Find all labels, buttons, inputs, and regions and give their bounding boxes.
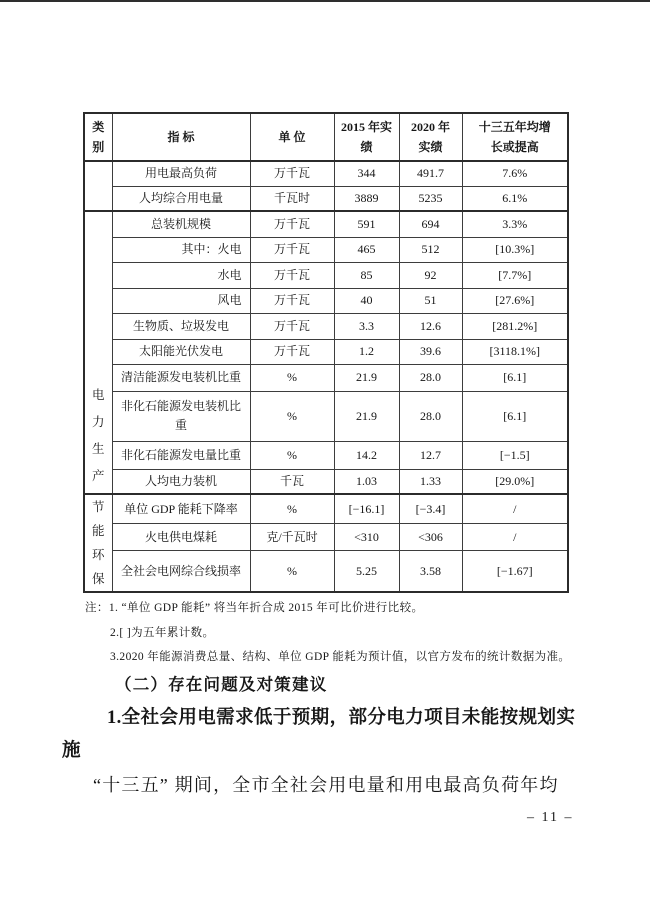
table-row — [84, 550, 568, 592]
value-2020-cell: 5235 — [399, 186, 462, 211]
notes-prefix: 注： — [85, 602, 109, 614]
table-notes — [85, 596, 575, 670]
table-row — [84, 364, 568, 391]
table-row — [84, 161, 568, 186]
value-2020-cell: 3.58 — [399, 550, 462, 592]
section-heading: （二）存在问题及对策建议 — [115, 675, 328, 694]
table-row — [84, 237, 568, 262]
unit-cell: 千瓦时 — [250, 186, 334, 211]
table-row — [84, 262, 568, 288]
category-cell — [84, 161, 112, 211]
indicator-cell: 总装机规模 — [112, 211, 250, 237]
value-2020-cell: <306 — [399, 524, 462, 551]
value-2015-cell: 1.03 — [334, 469, 399, 494]
value-2015-cell: 14.2 — [334, 441, 399, 469]
note-line: 2.[ ]为五年累计数。 — [110, 626, 215, 639]
value-2015-cell: 1.2 — [334, 339, 399, 364]
unit-cell: 克/千瓦时 — [250, 524, 334, 551]
value-2015-cell: 85 — [334, 262, 399, 288]
table-row — [84, 441, 568, 469]
note-line: 3.2020 年能源消费总量、结构、单位 GDP 能耗为预计值，以官方发布的统计数据为准。 — [110, 651, 571, 663]
category-label: 节能环保 — [91, 500, 105, 586]
unit-cell: 万千瓦 — [250, 211, 334, 237]
unit-cell: 万千瓦 — [250, 313, 334, 339]
col-header-indicator: 指 标 — [112, 113, 250, 161]
value-2015-cell: 591 — [334, 211, 399, 237]
value-2015-cell: 5.25 — [334, 550, 399, 592]
table-row — [84, 313, 568, 339]
indicator-cell: 非化石能源发电量比重 — [112, 441, 250, 469]
unit-cell: 万千瓦 — [250, 161, 334, 186]
note-line — [85, 596, 575, 621]
change-cell: / — [462, 524, 568, 551]
change-cell: 3.3% — [462, 211, 568, 237]
value-2020-cell: 92 — [399, 262, 462, 288]
value-2020-cell: 1.33 — [399, 469, 462, 494]
indicator-cell: 人均综合用电量 — [112, 186, 250, 211]
value-2015-cell: 21.9 — [334, 364, 399, 391]
value-2020-cell: [−3.4] — [399, 494, 462, 524]
col-header-2015: 2015 年实绩 — [334, 113, 399, 161]
indicator-cell: 太阳能光伏发电 — [112, 339, 250, 364]
col-header-unit: 单 位 — [250, 113, 334, 161]
table-row — [84, 186, 568, 211]
indicator-cell: 清洁能源发电装机比重 — [112, 364, 250, 391]
value-2020-cell: 28.0 — [399, 391, 462, 441]
col-header-2020: 2020 年实绩 — [399, 113, 462, 161]
value-2015-cell: 3889 — [334, 186, 399, 211]
change-cell: 7.6% — [462, 161, 568, 186]
subsection-heading-line: 1.全社会用电需求低于预期，部分电力项目未能按规划实 — [107, 707, 576, 728]
col-header-change: 十三五年均增长或提高 — [462, 113, 568, 161]
change-cell: [27.6%] — [462, 288, 568, 313]
indicator-cell: 水电 — [112, 262, 250, 288]
value-2015-cell: 40 — [334, 288, 399, 313]
table-row — [84, 469, 568, 494]
unit-cell: 千瓦 — [250, 469, 334, 494]
value-2015-cell: 21.9 — [334, 391, 399, 441]
subsection-heading — [62, 702, 574, 769]
category-cell — [84, 211, 112, 494]
body-paragraph: “十三五” 期间，全市全社会用电量和用电最高负荷年均 — [93, 774, 559, 795]
unit-cell: % — [250, 364, 334, 391]
indicator-cell: 风电 — [112, 288, 250, 313]
table-row — [84, 339, 568, 364]
note-text: 1. “单位 GDP 能耗” 将当年折合成 2015 年可比价进行比较。 — [108, 602, 424, 614]
indicator-cell: 全社会电网综合线损率 — [112, 550, 250, 592]
change-cell: [−1.67] — [462, 550, 568, 592]
table-row — [84, 288, 568, 313]
col-header-category: 类别 — [84, 113, 112, 161]
table-header-row — [84, 113, 568, 161]
page-number: – 11 – — [527, 810, 574, 825]
table-row — [84, 524, 568, 551]
value-2015-cell: 3.3 — [334, 313, 399, 339]
value-2020-cell: 28.0 — [399, 364, 462, 391]
indicator-cell: 用电最高负荷 — [112, 161, 250, 186]
indicator-cell: 人均电力装机 — [112, 469, 250, 494]
table-row — [84, 391, 568, 441]
unit-cell: % — [250, 441, 334, 469]
table-row — [84, 494, 568, 524]
value-2020-cell: 12.6 — [399, 313, 462, 339]
change-cell: / — [462, 494, 568, 524]
unit-cell: % — [250, 494, 334, 524]
body-text — [62, 668, 574, 802]
indicators-table — [83, 112, 569, 593]
value-2015-cell: 344 — [334, 161, 399, 186]
subsection-heading-line: 施 — [62, 741, 81, 761]
value-2020-cell: 694 — [399, 211, 462, 237]
indicator-cell: 单位 GDP 能耗下降率 — [112, 494, 250, 524]
indicator-cell: 火电供电煤耗 — [112, 524, 250, 551]
unit-cell: % — [250, 550, 334, 592]
value-2020-cell: 512 — [399, 237, 462, 262]
value-2020-cell: 491.7 — [399, 161, 462, 186]
category-label: 电力生产 — [91, 388, 105, 483]
value-2015-cell: 465 — [334, 237, 399, 262]
value-2015-cell: [−16.1] — [334, 494, 399, 524]
unit-cell: % — [250, 391, 334, 441]
table-body — [84, 161, 568, 592]
change-cell: [29.0%] — [462, 469, 568, 494]
change-cell: 6.1% — [462, 186, 568, 211]
change-cell: [10.3%] — [462, 237, 568, 262]
indicator-cell: 生物质、垃圾发电 — [112, 313, 250, 339]
value-2020-cell: 39.6 — [399, 339, 462, 364]
page-top-edge — [0, 0, 650, 2]
unit-cell: 万千瓦 — [250, 237, 334, 262]
unit-cell: 万千瓦 — [250, 288, 334, 313]
indicator-cell: 其中：火电 — [112, 237, 250, 262]
change-cell: [6.1] — [462, 364, 568, 391]
change-cell: [7.7%] — [462, 262, 568, 288]
unit-cell: 万千瓦 — [250, 262, 334, 288]
value-2015-cell: <310 — [334, 524, 399, 551]
value-2020-cell: 12.7 — [399, 441, 462, 469]
unit-cell: 万千瓦 — [250, 339, 334, 364]
change-cell: [281.2%] — [462, 313, 568, 339]
indicator-cell: 非化石能源发电装机比重 — [112, 391, 250, 441]
table-row — [84, 211, 568, 237]
table-header — [84, 113, 568, 161]
change-cell: [3118.1%] — [462, 339, 568, 364]
change-cell: [6.1] — [462, 391, 568, 441]
change-cell: [−1.5] — [462, 441, 568, 469]
value-2020-cell: 51 — [399, 288, 462, 313]
category-cell — [84, 494, 112, 592]
